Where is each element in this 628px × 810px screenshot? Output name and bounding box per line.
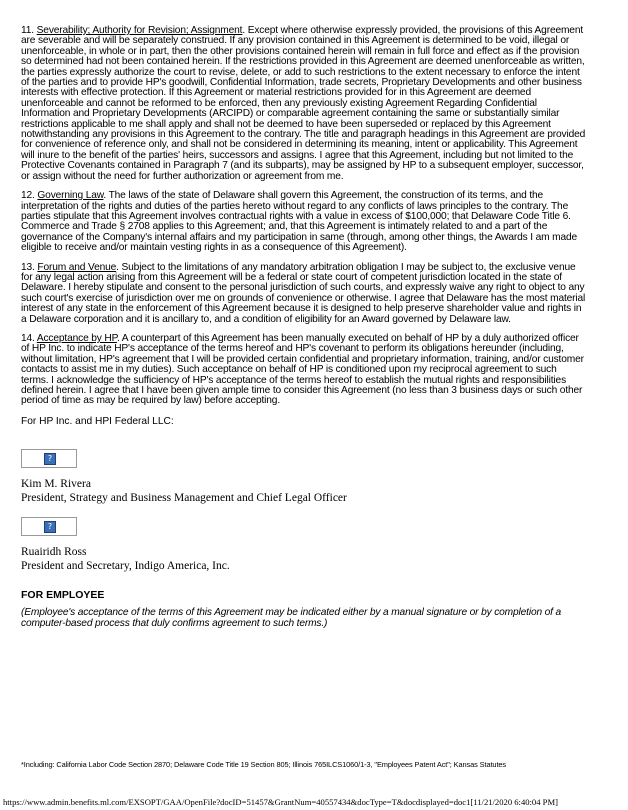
signature-image — [21, 517, 77, 536]
section-heading: Forum and Venue — [37, 261, 117, 273]
section-12 — [21, 191, 586, 253]
section-body: . Subject to the limitations of any mandatory arbitration obligation I may be subject to, the exclusive venue for any legal action arising from this Agreement will be a federal or state court of competent jurisdiction located in the state of Delaware. I hereby stipulate and consent to the personal jurisdiction of such courts, and expressly waive any right to object to any such court's exercise of jurisdiction over me on grounds of convenience or otherwise. I agree that Delaware has the most material interest of any state in the enforcement of this Agreement because it is designed to help preserve shareholder value and rights in a Delaware corporation and it is ancillary to, and a condition of eligibility for an Award governed by Delaware law. — [21, 261, 586, 325]
employee-note: (Employee's acceptance of the terms of this Agreement may be indicated either by a manual signature or by completion of a computer-based process that duly confirms agreement to such terms.) — [21, 606, 562, 629]
signatory-title: President, Strategy and Business Management and Chief Legal Officer — [21, 491, 347, 504]
section-13 — [21, 263, 586, 325]
signatory-name: Ruairidh Ross — [21, 545, 87, 558]
signatory-name: Kim M. Rivera — [21, 477, 91, 490]
employee-heading: FOR EMPLOYEE — [21, 588, 105, 601]
section-heading: Severability; Authority for Revision; Assignment — [36, 25, 243, 36]
section-14 — [21, 334, 586, 407]
broken-image-icon: ? — [44, 521, 56, 533]
signatory-title: President and Secretary, Indigo America, Inc. — [21, 559, 230, 572]
section-heading: Acceptance by HP — [36, 332, 117, 344]
page-url: https://www.admin.benefits.ml.com/EXSOPT/GAA/OpenFile?docID=51457&GrantNum=40557434&docType=T&docdisplayed=doc1[11/21/2020 6:40:04 PM] — [3, 797, 558, 807]
footnote: *Including: California Labor Code Section 2870; Delaware Code Title 19 Section 805; Illinois 765ILCS1060/1-3, "Employees Patent Act"; Kansas Statutes — [21, 760, 507, 769]
broken-image-icon: ? — [44, 453, 56, 465]
section-number: 14. — [21, 332, 35, 344]
section-heading: Governing Law — [37, 190, 104, 202]
section-11 — [21, 26, 586, 182]
for-hp-label: For HP Inc. and HPI Federal LLC: — [21, 415, 174, 427]
signature-block-1 — [21, 449, 586, 505]
section-body: . The laws of the state of Delaware shall govern this Agreement, the construction of its terms, and the interpretation of the rights and duties of the parties hereto without regard to any conflicts of laws principles to the contrary. The parties stipulate that this Agreement involves contractual rights with a value in excess of $100,000; that Delaware Code Title 6. Commerce and Trade § 2708 applies to this Agreement; and, that this Agreement is intimately related to and a part of the governance of the Company's internal affairs and my participation in same (through, among other things, the Awards I am made eligible to receive and/or maintain vesting rights in as a consequence of this Agreement). — [21, 190, 578, 254]
section-number: 12. — [21, 190, 35, 202]
signature-image — [21, 449, 77, 468]
document-body — [21, 26, 586, 629]
signature-block-2 — [21, 517, 586, 573]
section-body: . Except where otherwise expressly provided, the provisions of this Agreement are severable and will be separately construed. If any provision contained in this Agreement is determined to be void, illegal or unenforceable, in whole or in part, then the other provisions contained herein will remain in full force and effect as if the provision so determined had not been contained herein. If the restrictions provided in this Agreement are deemed unenforceable as written, the parties expressly authorize the court to revise, delete, or add to such restrictions to the extent necessary to enforce the intent of the parties and to provide HP's goodwill, Confidential Information, trade secrets, Proprietary Developments and other business interests with effective protection. If this Agreement or material restrictions provided for in this Agreement are deemed unenforceable and cannot be reformed to be enforced, then any previously existing Agreement Regarding Confidential Information and Proprietary Developments (ARCIPD) or comparable agreement containing the same or substantially similar restrictions applicable to me shall apply and shall not be deemed to have been superseded or replaced by this Agreement notwithstanding any provisions in this Agreement to the contrary. The title and paragraph headings in this Agreement are provided for convenience of reference only, and shall not be considered in determining its meaning, intent or applicability. This Agreement will inure to the benefit of the parties' heirs, successors and assigns. I agree that this Agreement, including but not limited to the Protective Covenants contained in Paragraph 7 (and its subparts), may be assigned by HP to a subsequent employer, successor, or assign without the need for further authorization or agreement from me. — [21, 25, 586, 182]
section-body: . A counterpart of this Agreement has been manually executed on behalf of HP by a duly authorized officer of HP Inc. to indicate HP's acceptance of the terms hereof and HP's covenant to perform its obligations hereunder (including, without limitation, HP's agreement that I will be provided certain confidential and proprietary information, training, and/or customer contacts to assist me in my duties). Such acceptance on behalf of HP is conditioned upon my reciprocal agreement to such terms. I acknowledge the sufficiency of HP's acceptance of the terms hereof to establish the mutual rights and responsibilities defined herein. I agree that I have been given ample time to consider this Agreement (no less than 3 business days or such other period of time as may be required by law) before accepting. — [21, 332, 584, 407]
section-number: 11. — [21, 25, 34, 36]
section-number: 13. — [21, 261, 35, 273]
